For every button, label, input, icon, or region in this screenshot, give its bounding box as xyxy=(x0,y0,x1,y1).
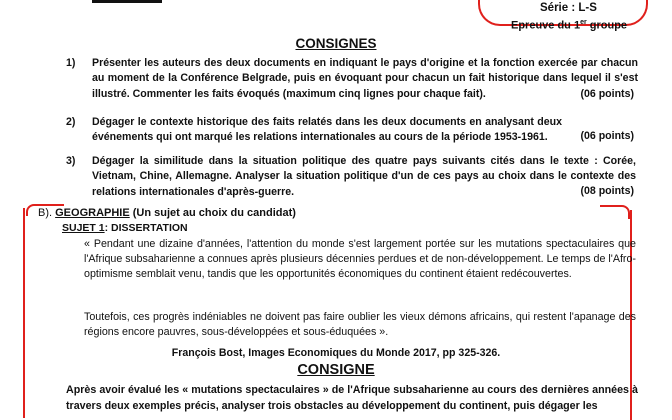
text-paragraph-1: « Pendant une dizaine d'années, l'attention du monde s'est largement portée sur les mutations spectaculaires que l'Afrique subsaharienne a connues après plusieurs décennies perdues et de non-développement. Le temps de l'Afro-optimisme semblait venu, tandis que les opportunités économiques du continent étaient redécouvertes. xyxy=(84,238,636,281)
geographie-heading: B). GEOGRAPHIE (Un sujet au choix du candidat) xyxy=(38,207,296,219)
text-paragraph-2: Toutefois, ces progrès indéniables ne doivent pas faire oublier les vieux démons africains, qui restent l'apanage des régions encore pauvres, sous-développées et sous-éduquées ». xyxy=(84,311,636,339)
question-2-text: Dégager le contexte historique des faits relatés dans les deux documents en analysant deux événements qui ont marqué les relations internationales au cours de la période 1953-1961. xyxy=(92,116,562,144)
question-2-points: (06 points) xyxy=(580,130,634,142)
text-source: François Bost, Images Economiques du Monde 2017, pp 325-326. xyxy=(171,347,501,359)
question-3-text: Dégager la similitude dans la situation politique des quatre pays suivants cités dans le texte : Corée, Vietnam, Chine, Allemagne. Analyser la situation politique d'un de ces pays au choix dans le contexte des relations internationales d'après-guerre. xyxy=(92,155,636,198)
question-3-number: 3) xyxy=(66,155,76,167)
consigne-text: Après avoir évalué les « mutations spectaculaires » de l'Afrique subsaharienne au cours des dernières années à travers deux exemples précis, analyser trois obstacles au développement du continent, puis dégager les xyxy=(66,384,638,412)
epreuve-label: Epreuve du 1er groupe xyxy=(511,19,628,32)
serie-label: Série : L-S xyxy=(540,2,597,14)
question-1-points: (06 points) xyxy=(580,88,634,100)
sujet-heading: SUJET 1: DISSERTATION xyxy=(62,222,188,234)
consigne-title: CONSIGNE xyxy=(297,362,375,378)
question-2-number: 2) xyxy=(66,116,76,128)
question-3-points: (08 points) xyxy=(580,185,634,197)
question-1-number: 1) xyxy=(66,57,76,69)
header-bar-mark xyxy=(92,0,162,3)
red-annotation-left-line xyxy=(23,208,35,418)
question-1-text: Présenter les auteurs des deux documents en indiquant le pays d'origine et la fonction exercée par chacun au moment de la Conférence Belgrade, puis en évoquant pour chacun un fait historique dans lequel il s'est illustré. Commenter les faits évoqués (maximum cinq lignes pour chaque fait). xyxy=(92,57,638,100)
consignes-title: CONSIGNES xyxy=(295,36,377,51)
